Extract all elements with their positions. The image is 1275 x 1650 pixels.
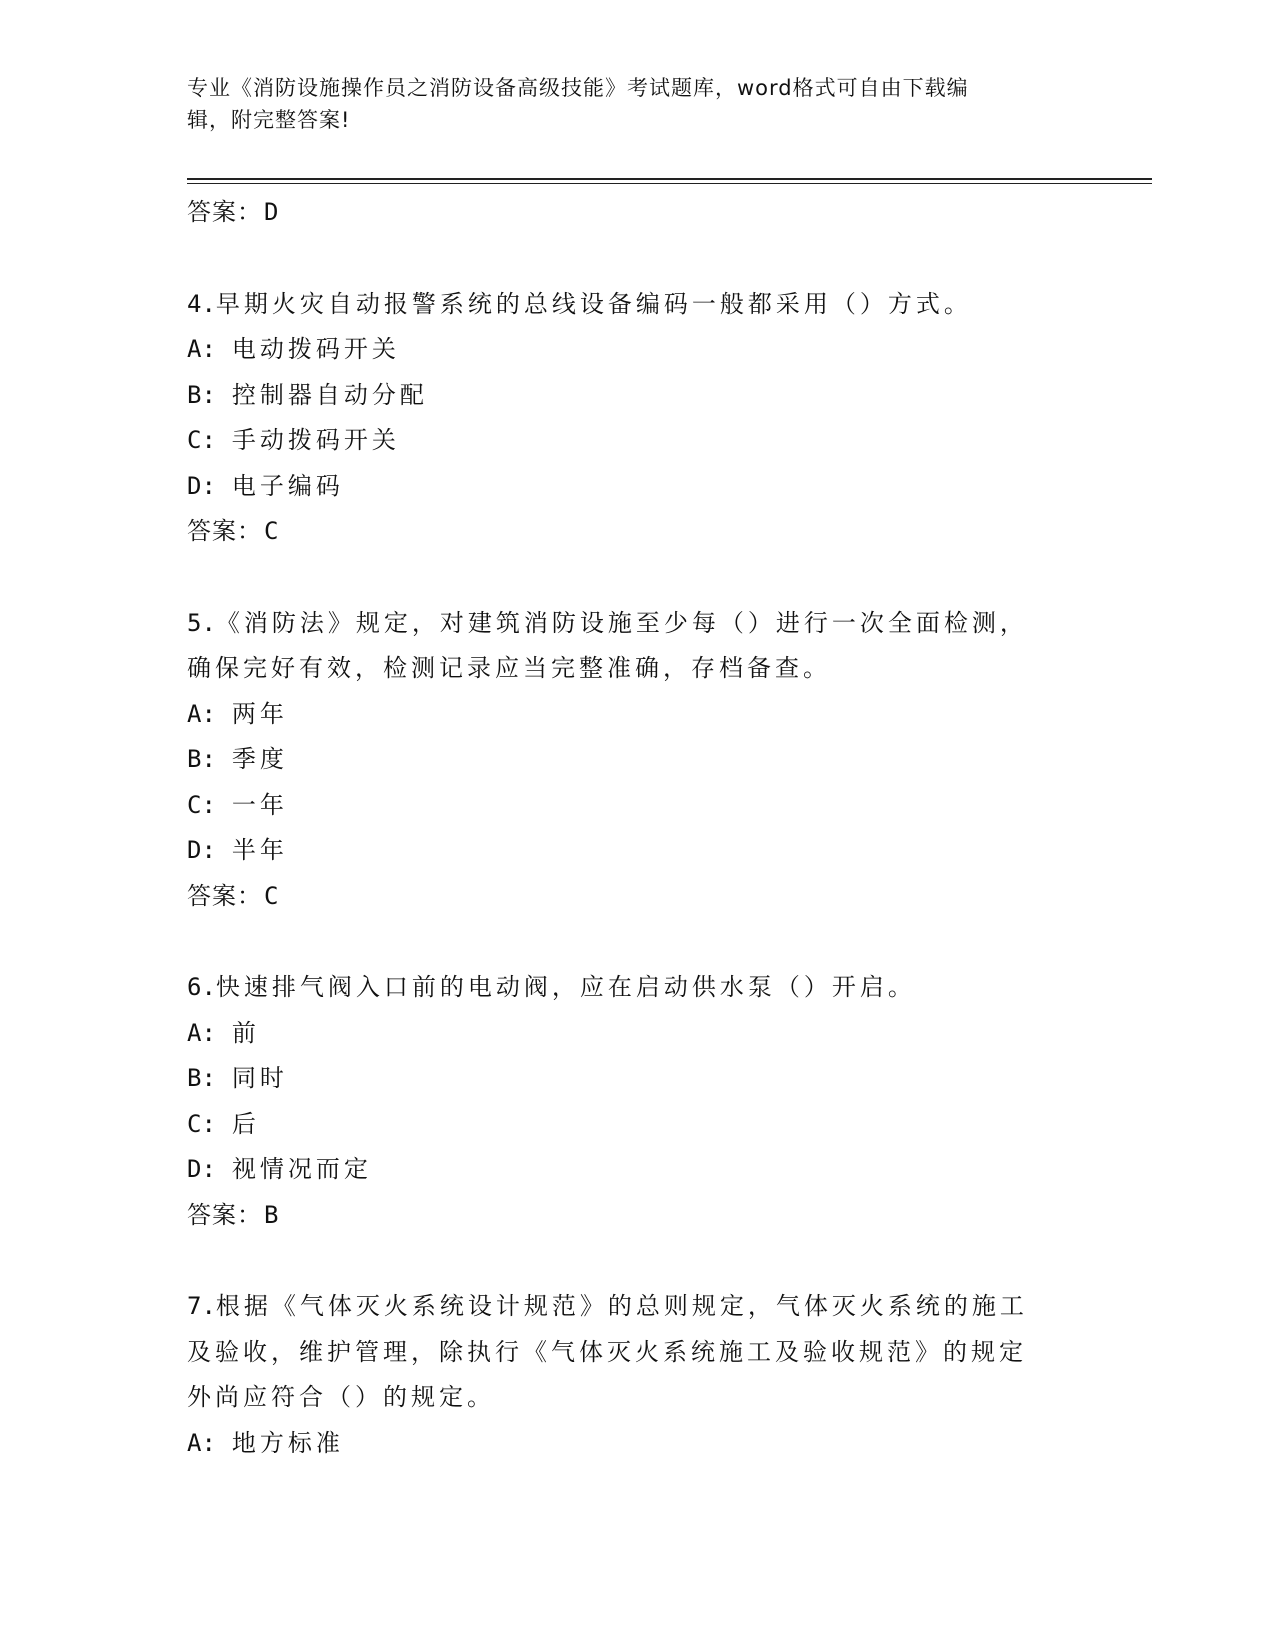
question-text-cont: 外尚应符合（）的规定。 xyxy=(187,1383,495,1411)
option-c: C: 一年 xyxy=(187,790,288,819)
question-number: 4. xyxy=(187,289,216,318)
header-rule-thick xyxy=(187,178,1152,180)
answer-value: B xyxy=(264,1200,280,1229)
answer-value: D xyxy=(264,198,280,226)
header-line-2: 辑，附完整答案! xyxy=(187,108,351,132)
answer-line xyxy=(187,874,1087,920)
question-text: 根据《气体灭火系统设计规范》的总则规定，气体灭火系统的施工 xyxy=(215,1292,1028,1320)
header-line-1: 专业《消防设施操作员之消防设备高级技能》考试题库，word格式可自由下载编 xyxy=(187,76,969,100)
answer-label: 答案： xyxy=(187,882,262,910)
option-d: D: 视情况而定 xyxy=(187,1155,372,1183)
answer-value: C xyxy=(264,517,280,545)
answer-label: 答案： xyxy=(187,199,262,226)
answer-label: 答案： xyxy=(187,1201,262,1229)
answer-label: 答案： xyxy=(187,518,262,545)
question-text: 早期火灾自动报警系统的总线设备编码一般都采用（）方式。 xyxy=(215,289,972,318)
option-a: A: 前 xyxy=(187,1018,260,1047)
question-text: 快速排气阀入口前的电动阀，应在启动供水泵（）开启。 xyxy=(215,973,916,1001)
option-d: D: 半年 xyxy=(187,836,288,864)
option-c: C: 后 xyxy=(187,1109,260,1138)
option-a: A: 地方标准 xyxy=(187,1428,344,1457)
question-5 xyxy=(187,601,1087,920)
question-number: 7. xyxy=(187,1292,216,1320)
header-rule-thin xyxy=(187,183,1152,184)
answer-line xyxy=(187,190,1087,236)
option-a: A: 电动拨码开关 xyxy=(187,335,400,363)
question-text: 《消防法》规定，对建筑消防设施至少每（）进行一次全面检测， xyxy=(215,608,1028,637)
answer-value: C xyxy=(264,881,280,910)
question-7 xyxy=(187,1284,1087,1466)
option-b: B: 季度 xyxy=(187,745,288,773)
question-number: 5. xyxy=(187,608,216,637)
option-d: D: 电子编码 xyxy=(187,471,344,500)
answer-line xyxy=(187,509,1087,555)
option-b: B: 控制器自动分配 xyxy=(187,380,428,409)
option-b: B: 同时 xyxy=(187,1064,288,1092)
question-4 xyxy=(187,282,1087,555)
option-a: A: 两年 xyxy=(187,699,288,728)
question-number: 6. xyxy=(187,973,216,1001)
question-text-cont: 确保完好有效，检测记录应当完整准确，存档备查。 xyxy=(187,654,831,682)
question-list xyxy=(187,190,1087,1466)
question-text-cont: 及验收，维护管理，除执行《气体灭火系统施工及验收规范》的规定 xyxy=(187,1337,1027,1366)
question-6 xyxy=(187,965,1087,1238)
option-c: C: 手动拨码开关 xyxy=(187,426,400,454)
page-header xyxy=(187,72,1057,136)
answer-line xyxy=(187,1193,1087,1239)
